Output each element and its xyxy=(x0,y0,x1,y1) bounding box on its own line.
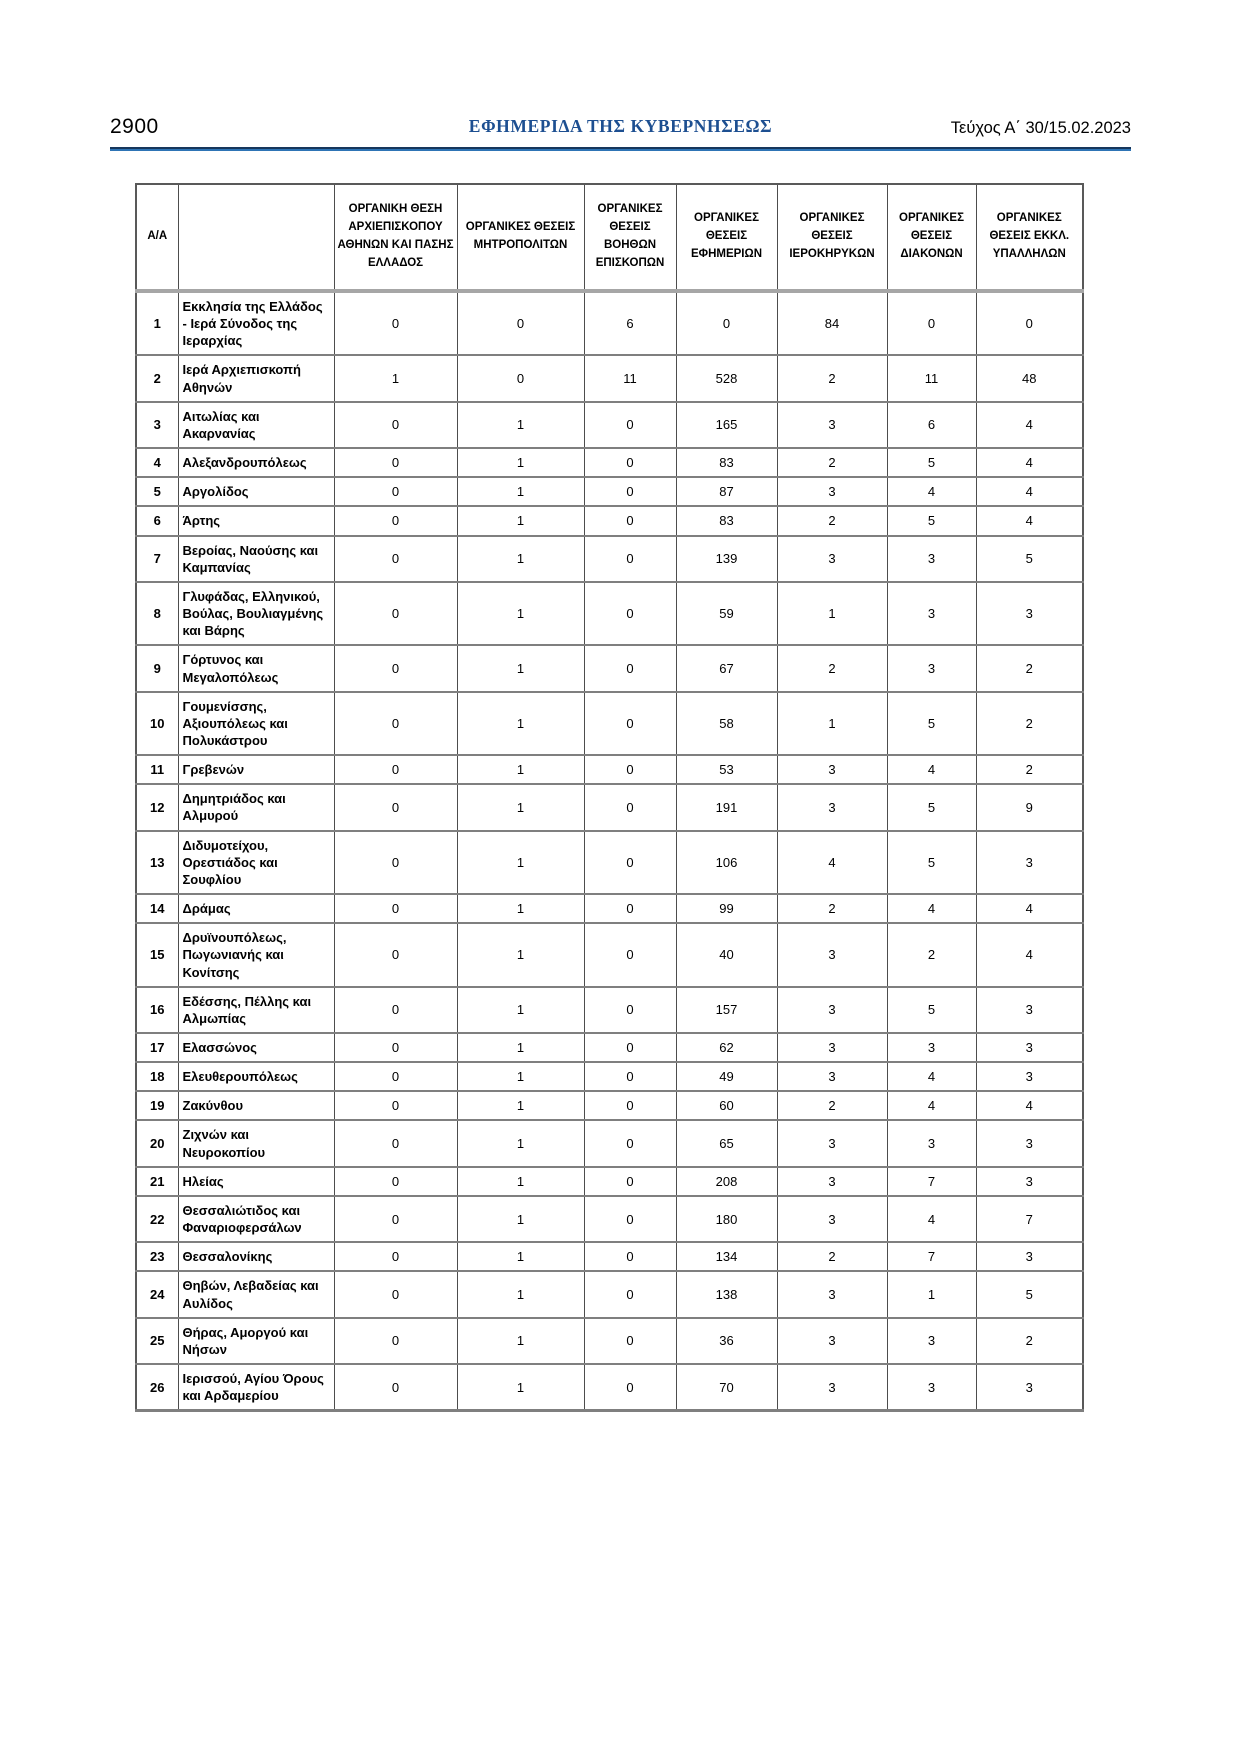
table-row xyxy=(136,1318,1083,1364)
row-value-cell: 0 xyxy=(584,894,676,923)
row-value-cell: 4 xyxy=(976,506,1083,535)
row-value-cell: 5 xyxy=(887,506,976,535)
table-row xyxy=(136,784,1083,830)
row-value-cell: 4 xyxy=(976,402,1083,448)
table-header-cell: ΟΡΓΑΝΙΚΕΣ ΘΕΣΕΙΣ ΒΟΗΘΩΝ ΕΠΙΣΚΟΠΩΝ xyxy=(584,184,676,291)
row-value-cell: 0 xyxy=(584,1062,676,1091)
row-index-cell: 8 xyxy=(136,582,178,645)
row-value-cell: 4 xyxy=(976,477,1083,506)
row-value-cell: 5 xyxy=(887,784,976,830)
row-value-cell: 0 xyxy=(334,1364,457,1411)
row-value-cell: 2 xyxy=(777,448,887,477)
row-name-cell: Δράμας xyxy=(178,894,334,923)
table-header-cell: ΟΡΓΑΝΙΚΕΣ ΘΕΣΕΙΣ ΕΦΗΜΕΡΙΩΝ xyxy=(676,184,777,291)
row-value-cell: 1 xyxy=(457,477,584,506)
row-name-cell: Θηβών, Λεβαδείας και Αυλίδος xyxy=(178,1271,334,1317)
table-body xyxy=(136,291,1083,1411)
row-value-cell: 3 xyxy=(777,1364,887,1411)
row-value-cell: 3 xyxy=(976,831,1083,894)
row-index-cell: 24 xyxy=(136,1271,178,1317)
row-value-cell: 106 xyxy=(676,831,777,894)
row-name-cell: Γρεβενών xyxy=(178,755,334,784)
row-value-cell: 0 xyxy=(334,831,457,894)
row-index-cell: 6 xyxy=(136,506,178,535)
row-index-cell: 12 xyxy=(136,784,178,830)
row-index-cell: 2 xyxy=(136,355,178,401)
row-value-cell: 0 xyxy=(334,448,457,477)
table-row xyxy=(136,291,1083,355)
row-value-cell: 0 xyxy=(584,923,676,986)
row-value-cell: 3 xyxy=(976,1033,1083,1062)
row-value-cell: 5 xyxy=(976,536,1083,582)
row-name-cell: Θεσσαλιώτιδος και Φαναριοφερσάλων xyxy=(178,1196,334,1242)
row-value-cell: 62 xyxy=(676,1033,777,1062)
table-header-cell: ΟΡΓΑΝΙΚΕΣ ΘΕΣΕΙΣ ΕΚΚΛ. ΥΠΑΛΛΗΛΩΝ xyxy=(976,184,1083,291)
row-value-cell: 180 xyxy=(676,1196,777,1242)
row-value-cell: 58 xyxy=(676,692,777,755)
row-value-cell: 1 xyxy=(457,784,584,830)
row-value-cell: 11 xyxy=(584,355,676,401)
row-value-cell: 3 xyxy=(777,923,887,986)
row-value-cell: 1 xyxy=(457,645,584,691)
row-value-cell: 3 xyxy=(887,1364,976,1411)
row-index-cell: 13 xyxy=(136,831,178,894)
row-value-cell: 0 xyxy=(334,923,457,986)
row-value-cell: 0 xyxy=(584,755,676,784)
table-header-cell xyxy=(178,184,334,291)
row-value-cell: 53 xyxy=(676,755,777,784)
row-index-cell: 5 xyxy=(136,477,178,506)
row-value-cell: 83 xyxy=(676,448,777,477)
row-value-cell: 0 xyxy=(334,1091,457,1120)
row-index-cell: 19 xyxy=(136,1091,178,1120)
table-header-cell: ΟΡΓΑΝΙΚΕΣ ΘΕΣΕΙΣ ΙΕΡΟΚΗΡΥΚΩΝ xyxy=(777,184,887,291)
row-value-cell: 3 xyxy=(976,1242,1083,1271)
row-value-cell: 0 xyxy=(976,291,1083,355)
table-header-cell: ΟΡΓΑΝΙΚΕΣ ΘΕΣΕΙΣ ΜΗΤΡΟΠΟΛΙΤΩΝ xyxy=(457,184,584,291)
row-value-cell: 4 xyxy=(976,923,1083,986)
row-value-cell: 9 xyxy=(976,784,1083,830)
table-head xyxy=(136,184,1083,291)
row-name-cell: Άρτης xyxy=(178,506,334,535)
row-value-cell: 139 xyxy=(676,536,777,582)
row-value-cell: 7 xyxy=(976,1196,1083,1242)
row-value-cell: 1 xyxy=(457,894,584,923)
row-value-cell: 1 xyxy=(457,582,584,645)
row-value-cell: 3 xyxy=(777,1271,887,1317)
row-value-cell: 138 xyxy=(676,1271,777,1317)
row-value-cell: 0 xyxy=(584,1120,676,1166)
row-value-cell: 0 xyxy=(334,1318,457,1364)
row-name-cell: Θεσσαλονίκης xyxy=(178,1242,334,1271)
row-name-cell: Θήρας, Αμοργού και Νήσων xyxy=(178,1318,334,1364)
row-name-cell: Δρυϊνουπόλεως, Πωγωνιανής και Κονίτσης xyxy=(178,923,334,986)
row-value-cell: 1 xyxy=(777,692,887,755)
row-value-cell: 65 xyxy=(676,1120,777,1166)
table-row xyxy=(136,355,1083,401)
row-value-cell: 3 xyxy=(976,1062,1083,1091)
row-name-cell: Γλυφάδας, Ελληνικού, Βούλας, Βουλιαγμένης και Βάρης xyxy=(178,582,334,645)
row-name-cell: Γουμενίσσης, Αξιουπόλεως και Πολυκάστρου xyxy=(178,692,334,755)
row-value-cell: 0 xyxy=(584,1167,676,1196)
table-row xyxy=(136,448,1083,477)
row-value-cell: 3 xyxy=(777,784,887,830)
row-value-cell: 0 xyxy=(334,506,457,535)
row-value-cell: 2 xyxy=(887,923,976,986)
issue-label: Τεύχος Α΄ 30/15.02.2023 xyxy=(950,119,1131,137)
table-header-cell: ΟΡΓΑΝΙΚΗ ΘΕΣΗ ΑΡΧΙΕΠΙΣΚΟΠΟΥ ΑΘΗΝΩΝ ΚΑΙ ΠΑΣΗΣ ΕΛΛΑΔΟΣ xyxy=(334,184,457,291)
row-value-cell: 0 xyxy=(334,1196,457,1242)
row-value-cell: 3 xyxy=(777,402,887,448)
row-name-cell: Ελευθερουπόλεως xyxy=(178,1062,334,1091)
row-name-cell: Ιερά Αρχιεπισκοπή Αθηνών xyxy=(178,355,334,401)
row-value-cell: 4 xyxy=(887,755,976,784)
row-value-cell: 1 xyxy=(457,536,584,582)
row-value-cell: 0 xyxy=(334,784,457,830)
table-row xyxy=(136,1364,1083,1411)
table-row xyxy=(136,582,1083,645)
row-value-cell: 0 xyxy=(334,1120,457,1166)
row-value-cell: 3 xyxy=(976,582,1083,645)
table-row xyxy=(136,402,1083,448)
row-value-cell: 70 xyxy=(676,1364,777,1411)
row-value-cell: 59 xyxy=(676,582,777,645)
row-name-cell: Ζακύνθου xyxy=(178,1091,334,1120)
row-value-cell: 0 xyxy=(334,987,457,1033)
row-value-cell: 3 xyxy=(777,1120,887,1166)
row-name-cell: Ζιχνών και Νευροκοπίου xyxy=(178,1120,334,1166)
row-value-cell: 0 xyxy=(334,645,457,691)
row-value-cell: 1 xyxy=(457,1271,584,1317)
row-index-cell: 22 xyxy=(136,1196,178,1242)
row-value-cell: 6 xyxy=(584,291,676,355)
table-row xyxy=(136,894,1083,923)
table-header-row xyxy=(136,184,1083,291)
row-value-cell: 0 xyxy=(334,402,457,448)
table-row xyxy=(136,755,1083,784)
row-value-cell: 2 xyxy=(777,355,887,401)
row-index-cell: 25 xyxy=(136,1318,178,1364)
row-value-cell: 3 xyxy=(777,1318,887,1364)
row-value-cell: 3 xyxy=(777,755,887,784)
row-index-cell: 9 xyxy=(136,645,178,691)
row-value-cell: 1 xyxy=(457,1196,584,1242)
row-index-cell: 21 xyxy=(136,1167,178,1196)
row-value-cell: 0 xyxy=(584,645,676,691)
row-value-cell: 191 xyxy=(676,784,777,830)
row-value-cell: 7 xyxy=(887,1167,976,1196)
row-value-cell: 4 xyxy=(887,1062,976,1091)
row-value-cell: 36 xyxy=(676,1318,777,1364)
row-value-cell: 7 xyxy=(887,1242,976,1271)
row-value-cell: 84 xyxy=(777,291,887,355)
row-value-cell: 1 xyxy=(457,1091,584,1120)
table-row xyxy=(136,831,1083,894)
row-value-cell: 208 xyxy=(676,1167,777,1196)
row-value-cell: 0 xyxy=(457,355,584,401)
row-value-cell: 1 xyxy=(457,692,584,755)
row-value-cell: 0 xyxy=(584,831,676,894)
row-value-cell: 134 xyxy=(676,1242,777,1271)
row-value-cell: 0 xyxy=(334,1242,457,1271)
row-value-cell: 0 xyxy=(584,1033,676,1062)
row-name-cell: Ιερισσού, Αγίου Όρους και Αρδαμερίου xyxy=(178,1364,334,1411)
row-value-cell: 3 xyxy=(777,1062,887,1091)
row-name-cell: Αργολίδος xyxy=(178,477,334,506)
table-row xyxy=(136,645,1083,691)
row-value-cell: 0 xyxy=(584,506,676,535)
row-value-cell: 0 xyxy=(584,1242,676,1271)
row-value-cell: 1 xyxy=(457,506,584,535)
row-value-cell: 3 xyxy=(976,1120,1083,1166)
row-value-cell: 67 xyxy=(676,645,777,691)
row-value-cell: 0 xyxy=(334,1033,457,1062)
row-index-cell: 4 xyxy=(136,448,178,477)
row-value-cell: 2 xyxy=(777,1091,887,1120)
row-value-cell: 1 xyxy=(457,831,584,894)
row-value-cell: 0 xyxy=(334,1271,457,1317)
row-name-cell: Αιτωλίας και Ακαρνανίας xyxy=(178,402,334,448)
row-value-cell: 1 xyxy=(457,402,584,448)
table-header-cell: Α/Α xyxy=(136,184,178,291)
row-value-cell: 87 xyxy=(676,477,777,506)
row-value-cell: 0 xyxy=(584,987,676,1033)
row-value-cell: 3 xyxy=(777,1033,887,1062)
row-value-cell: 60 xyxy=(676,1091,777,1120)
row-value-cell: 3 xyxy=(777,1196,887,1242)
row-value-cell: 4 xyxy=(887,1091,976,1120)
row-value-cell: 0 xyxy=(334,582,457,645)
row-index-cell: 18 xyxy=(136,1062,178,1091)
row-value-cell: 4 xyxy=(887,477,976,506)
table-row xyxy=(136,1271,1083,1317)
row-value-cell: 3 xyxy=(887,1033,976,1062)
row-value-cell: 0 xyxy=(584,536,676,582)
row-value-cell: 3 xyxy=(976,1364,1083,1411)
masthead-title: ΕΦΗΜΕΡΙΔΑ ΤΗΣ ΚΥΒΕΡΝΗΣΕΩΣ xyxy=(468,116,773,136)
row-value-cell: 0 xyxy=(887,291,976,355)
row-value-cell: 2 xyxy=(976,1318,1083,1364)
row-value-cell: 5 xyxy=(976,1271,1083,1317)
row-value-cell: 1 xyxy=(457,1242,584,1271)
row-value-cell: 0 xyxy=(334,536,457,582)
row-value-cell: 0 xyxy=(584,448,676,477)
row-value-cell: 1 xyxy=(887,1271,976,1317)
row-name-cell: Ηλείας xyxy=(178,1167,334,1196)
row-value-cell: 3 xyxy=(887,1120,976,1166)
row-name-cell: Αλεξανδρουπόλεως xyxy=(178,448,334,477)
row-value-cell: 1 xyxy=(334,355,457,401)
row-value-cell: 2 xyxy=(976,692,1083,755)
row-value-cell: 0 xyxy=(584,402,676,448)
row-value-cell: 3 xyxy=(887,645,976,691)
row-value-cell: 1 xyxy=(457,1120,584,1166)
row-value-cell: 0 xyxy=(334,692,457,755)
table-row xyxy=(136,1062,1083,1091)
row-value-cell: 2 xyxy=(777,894,887,923)
row-value-cell: 5 xyxy=(887,987,976,1033)
row-value-cell: 3 xyxy=(777,987,887,1033)
row-value-cell: 0 xyxy=(334,291,457,355)
row-index-cell: 10 xyxy=(136,692,178,755)
table-row xyxy=(136,1033,1083,1062)
row-value-cell: 0 xyxy=(334,894,457,923)
header-rule xyxy=(110,147,1131,151)
row-value-cell: 1 xyxy=(457,448,584,477)
row-name-cell: Γόρτυνος και Μεγαλοπόλεως xyxy=(178,645,334,691)
row-value-cell: 2 xyxy=(777,1242,887,1271)
row-value-cell: 3 xyxy=(777,536,887,582)
row-value-cell: 3 xyxy=(976,987,1083,1033)
row-value-cell: 1 xyxy=(457,1364,584,1411)
row-value-cell: 0 xyxy=(584,1196,676,1242)
table-row xyxy=(136,923,1083,986)
row-index-cell: 16 xyxy=(136,987,178,1033)
row-value-cell: 4 xyxy=(976,448,1083,477)
row-value-cell: 0 xyxy=(334,1167,457,1196)
row-index-cell: 20 xyxy=(136,1120,178,1166)
row-value-cell: 11 xyxy=(887,355,976,401)
row-value-cell: 1 xyxy=(457,1318,584,1364)
row-value-cell: 4 xyxy=(887,894,976,923)
row-value-cell: 3 xyxy=(976,1167,1083,1196)
row-value-cell: 3 xyxy=(887,536,976,582)
table-row xyxy=(136,477,1083,506)
row-value-cell: 0 xyxy=(584,1091,676,1120)
row-name-cell: Δημητριάδος και Αλμυρού xyxy=(178,784,334,830)
row-name-cell: Διδυμοτείχου, Ορεστιάδος και Σουφλίου xyxy=(178,831,334,894)
row-value-cell: 6 xyxy=(887,402,976,448)
row-value-cell: 4 xyxy=(887,1196,976,1242)
row-index-cell: 23 xyxy=(136,1242,178,1271)
row-value-cell: 4 xyxy=(976,1091,1083,1120)
row-index-cell: 11 xyxy=(136,755,178,784)
row-value-cell: 1 xyxy=(777,582,887,645)
row-index-cell: 14 xyxy=(136,894,178,923)
row-index-cell: 15 xyxy=(136,923,178,986)
row-value-cell: 3 xyxy=(777,1167,887,1196)
row-value-cell: 2 xyxy=(777,645,887,691)
row-name-cell: Ελασσώνος xyxy=(178,1033,334,1062)
row-value-cell: 4 xyxy=(777,831,887,894)
row-value-cell: 0 xyxy=(334,1062,457,1091)
page-number: 2900 xyxy=(110,115,159,138)
row-index-cell: 26 xyxy=(136,1364,178,1411)
row-value-cell: 0 xyxy=(584,1318,676,1364)
table-header-cell: ΟΡΓΑΝΙΚΕΣ ΘΕΣΕΙΣ ΔΙΑΚΟΝΩΝ xyxy=(887,184,976,291)
row-value-cell: 0 xyxy=(584,1271,676,1317)
table-row xyxy=(136,1196,1083,1242)
row-value-cell: 5 xyxy=(887,692,976,755)
table-row xyxy=(136,1167,1083,1196)
row-index-cell: 1 xyxy=(136,291,178,355)
row-value-cell: 1 xyxy=(457,923,584,986)
row-value-cell: 2 xyxy=(777,506,887,535)
row-value-cell: 0 xyxy=(584,477,676,506)
row-value-cell: 0 xyxy=(676,291,777,355)
row-value-cell: 0 xyxy=(334,755,457,784)
row-value-cell: 99 xyxy=(676,894,777,923)
row-name-cell: Βεροίας, Ναούσης και Καμπανίας xyxy=(178,536,334,582)
row-value-cell: 1 xyxy=(457,987,584,1033)
row-value-cell: 4 xyxy=(976,894,1083,923)
table-row xyxy=(136,1091,1083,1120)
table-row xyxy=(136,692,1083,755)
table-row xyxy=(136,536,1083,582)
row-value-cell: 5 xyxy=(887,448,976,477)
table-row xyxy=(136,506,1083,535)
row-value-cell: 1 xyxy=(457,1033,584,1062)
row-value-cell: 157 xyxy=(676,987,777,1033)
row-name-cell: Εκκλησία της Ελλάδος - Ιερά Σύνοδος της Ιεραρχίας xyxy=(178,291,334,355)
row-value-cell: 3 xyxy=(887,582,976,645)
row-value-cell: 1 xyxy=(457,1167,584,1196)
row-value-cell: 2 xyxy=(976,645,1083,691)
positions-table xyxy=(135,183,1084,1412)
row-value-cell: 528 xyxy=(676,355,777,401)
row-value-cell: 0 xyxy=(584,1364,676,1411)
row-index-cell: 3 xyxy=(136,402,178,448)
row-value-cell: 0 xyxy=(584,692,676,755)
table-row xyxy=(136,1120,1083,1166)
row-value-cell: 83 xyxy=(676,506,777,535)
row-value-cell: 3 xyxy=(887,1318,976,1364)
row-value-cell: 0 xyxy=(457,291,584,355)
row-value-cell: 49 xyxy=(676,1062,777,1091)
row-value-cell: 48 xyxy=(976,355,1083,401)
row-index-cell: 17 xyxy=(136,1033,178,1062)
row-value-cell: 0 xyxy=(584,784,676,830)
row-value-cell: 0 xyxy=(334,477,457,506)
row-value-cell: 5 xyxy=(887,831,976,894)
row-value-cell: 0 xyxy=(584,582,676,645)
row-value-cell: 2 xyxy=(976,755,1083,784)
row-value-cell: 165 xyxy=(676,402,777,448)
row-value-cell: 1 xyxy=(457,1062,584,1091)
row-name-cell: Εδέσσης, Πέλλης και Αλμωπίας xyxy=(178,987,334,1033)
row-value-cell: 3 xyxy=(777,477,887,506)
row-index-cell: 7 xyxy=(136,536,178,582)
table-row xyxy=(136,1242,1083,1271)
row-value-cell: 1 xyxy=(457,755,584,784)
table-row xyxy=(136,987,1083,1033)
page-header xyxy=(110,103,1131,145)
row-value-cell: 40 xyxy=(676,923,777,986)
